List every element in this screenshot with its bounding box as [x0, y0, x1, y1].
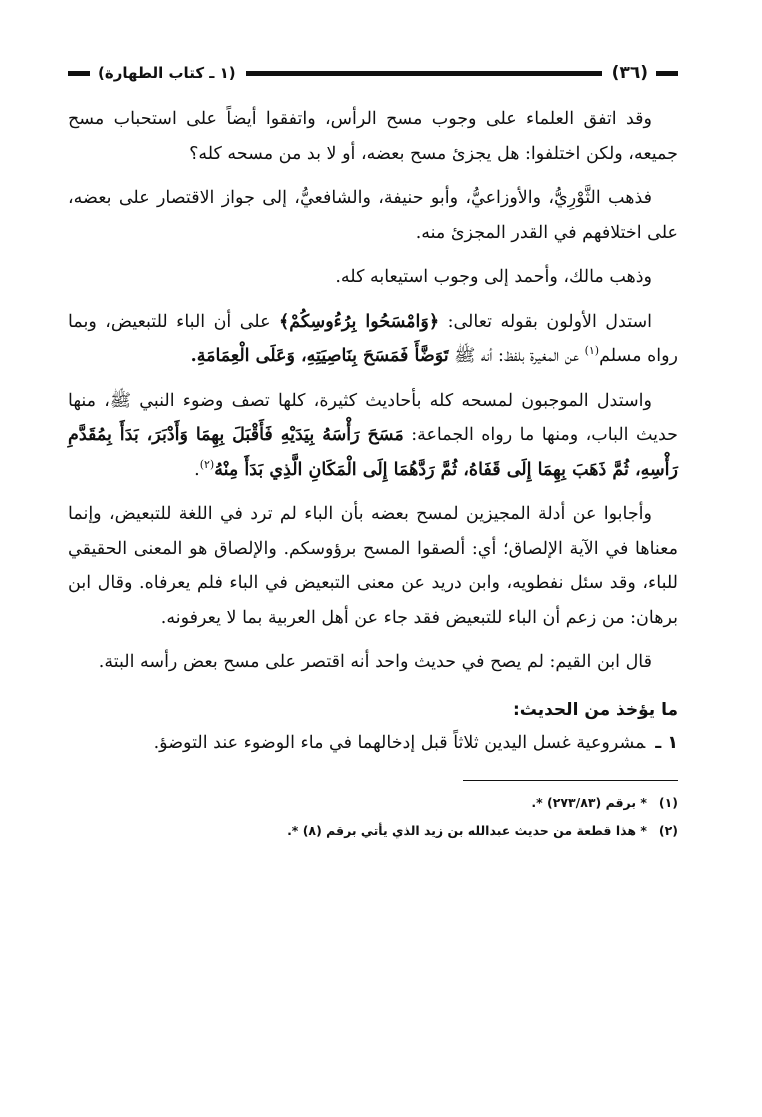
paragraph-4	[68, 305, 678, 374]
list-item	[68, 726, 678, 760]
page-number: (٣٦)	[611, 63, 648, 83]
quran-verse: ﴿وَامْسَحُوا بِرُءُوسِكُمْ﴾	[278, 311, 440, 332]
footnote-number: (١)	[658, 794, 678, 810]
paragraph-6: وأجابوا عن أدلة المجيزين لمسح بعضه بأن الباء لم ترد في اللغة للتبعيض، وإنما معناها في الآية الإلصاق؛ أي: ألصقوا المسح برؤوسكم. والإلصاق هو المعنى الحقيقي للباء، وقد سئل نفطويه، وابن دريد عن معنى التبعيض في الباء فلم يعرفاه. وقال ابن برهان: من زعم أن الباء للتبعيض فقد جاء عن أهل العربية بما لا يعرفونه.	[68, 504, 678, 628]
list-item-number: ١ ـ	[655, 732, 678, 753]
paragraph-5-text-a: واستدل الموجبون لمسحه كله بأحاديث كثيرة، كلها تصف وضوء النبي ﷺ، منها حديث الباب، ومنها ما رواه الجماعة:	[68, 390, 678, 445]
footnote-number: (٢)	[658, 822, 678, 838]
paragraph-1: وقد اتفق العلماء على وجوب مسح الرأس، واتفقوا أيضاً على استحباب مسح جميعه، ولكن اختلفوا: هل يجزئ مسح بعضه، أو لا بد من مسحه كله؟	[68, 109, 678, 164]
running-title: (١ ـ كتاب الطهارة)	[98, 64, 236, 82]
hadith-text-2: مَسَحَ رَأْسَهُ بِيَدَيْهِ فَأَقْبَلَ بِهِمَا وَأَدْبَرَ، بَدَأَ بِمُقَدَّمِ رَأْسِهِ، ثُمَّ ذَهَبَ بِهِمَا إِلَى قَفَاهُ، ثُمَّ رَدَّهُمَا إِلَى الْمَكَانِ الَّذِي بَدَأَ مِنْهُ	[68, 425, 678, 480]
book-page	[68, 58, 678, 845]
paragraph-4-text-c: عن المغيرة بلفظ: أنه ﷺ	[448, 346, 585, 366]
footnote-text: * برقم (٢٧٣/٨٣) *.	[531, 794, 647, 810]
header-rule-long	[246, 71, 602, 76]
footnote-ref-1: (١)	[584, 344, 600, 358]
footnote-1	[68, 789, 678, 817]
paragraph-4-text-b: على أن الباء للتبعيض، وبما رواه مسلم	[68, 311, 678, 366]
paragraph-4-text-a: استدل الأولون بقوله تعالى:	[439, 311, 653, 332]
paragraph-5-end: .	[194, 459, 200, 480]
paragraph-3: وذهب مالك، وأحمد إلى وجوب استيعابه كله.	[335, 267, 652, 287]
paragraph-7: قال ابن القيم: لم يصح في حديث واحد أنه اقتصر على مسح بعض رأسه البتة.	[98, 652, 652, 672]
footnote-text: * هذا قطعة من حديث عبدالله بن زيد الذي يأتي برقم (٨) *.	[287, 822, 647, 838]
section-heading: ما يؤخذ من الحديث:	[512, 699, 678, 720]
paragraph-2: فذهب الثَّوْرِيُّ، والأوزاعيُّ، وأبو حنيفة، والشافعيُّ، إلى جواز الاقتصار على بعضه، على اختلافهم في القدر المجزئ منه.	[68, 188, 678, 243]
paragraph-5	[68, 384, 678, 488]
footnote-2	[68, 817, 678, 845]
footnote-ref-2: (٢)	[199, 457, 215, 471]
hadith-text-1: تَوَضَّأَ فَمَسَحَ بِنَاصِيَتِهِ، وَعَلَى الْعِمَامَةِ.	[190, 346, 449, 366]
footnote-separator	[463, 780, 678, 781]
page-header	[68, 58, 678, 88]
header-rule-right	[656, 71, 678, 76]
list-item-text: مشروعية غسل اليدين ثلاثاً قبل إدخالهما في ماء الوضوء عند التوضؤ.	[153, 732, 646, 753]
header-rule-left	[68, 71, 90, 76]
